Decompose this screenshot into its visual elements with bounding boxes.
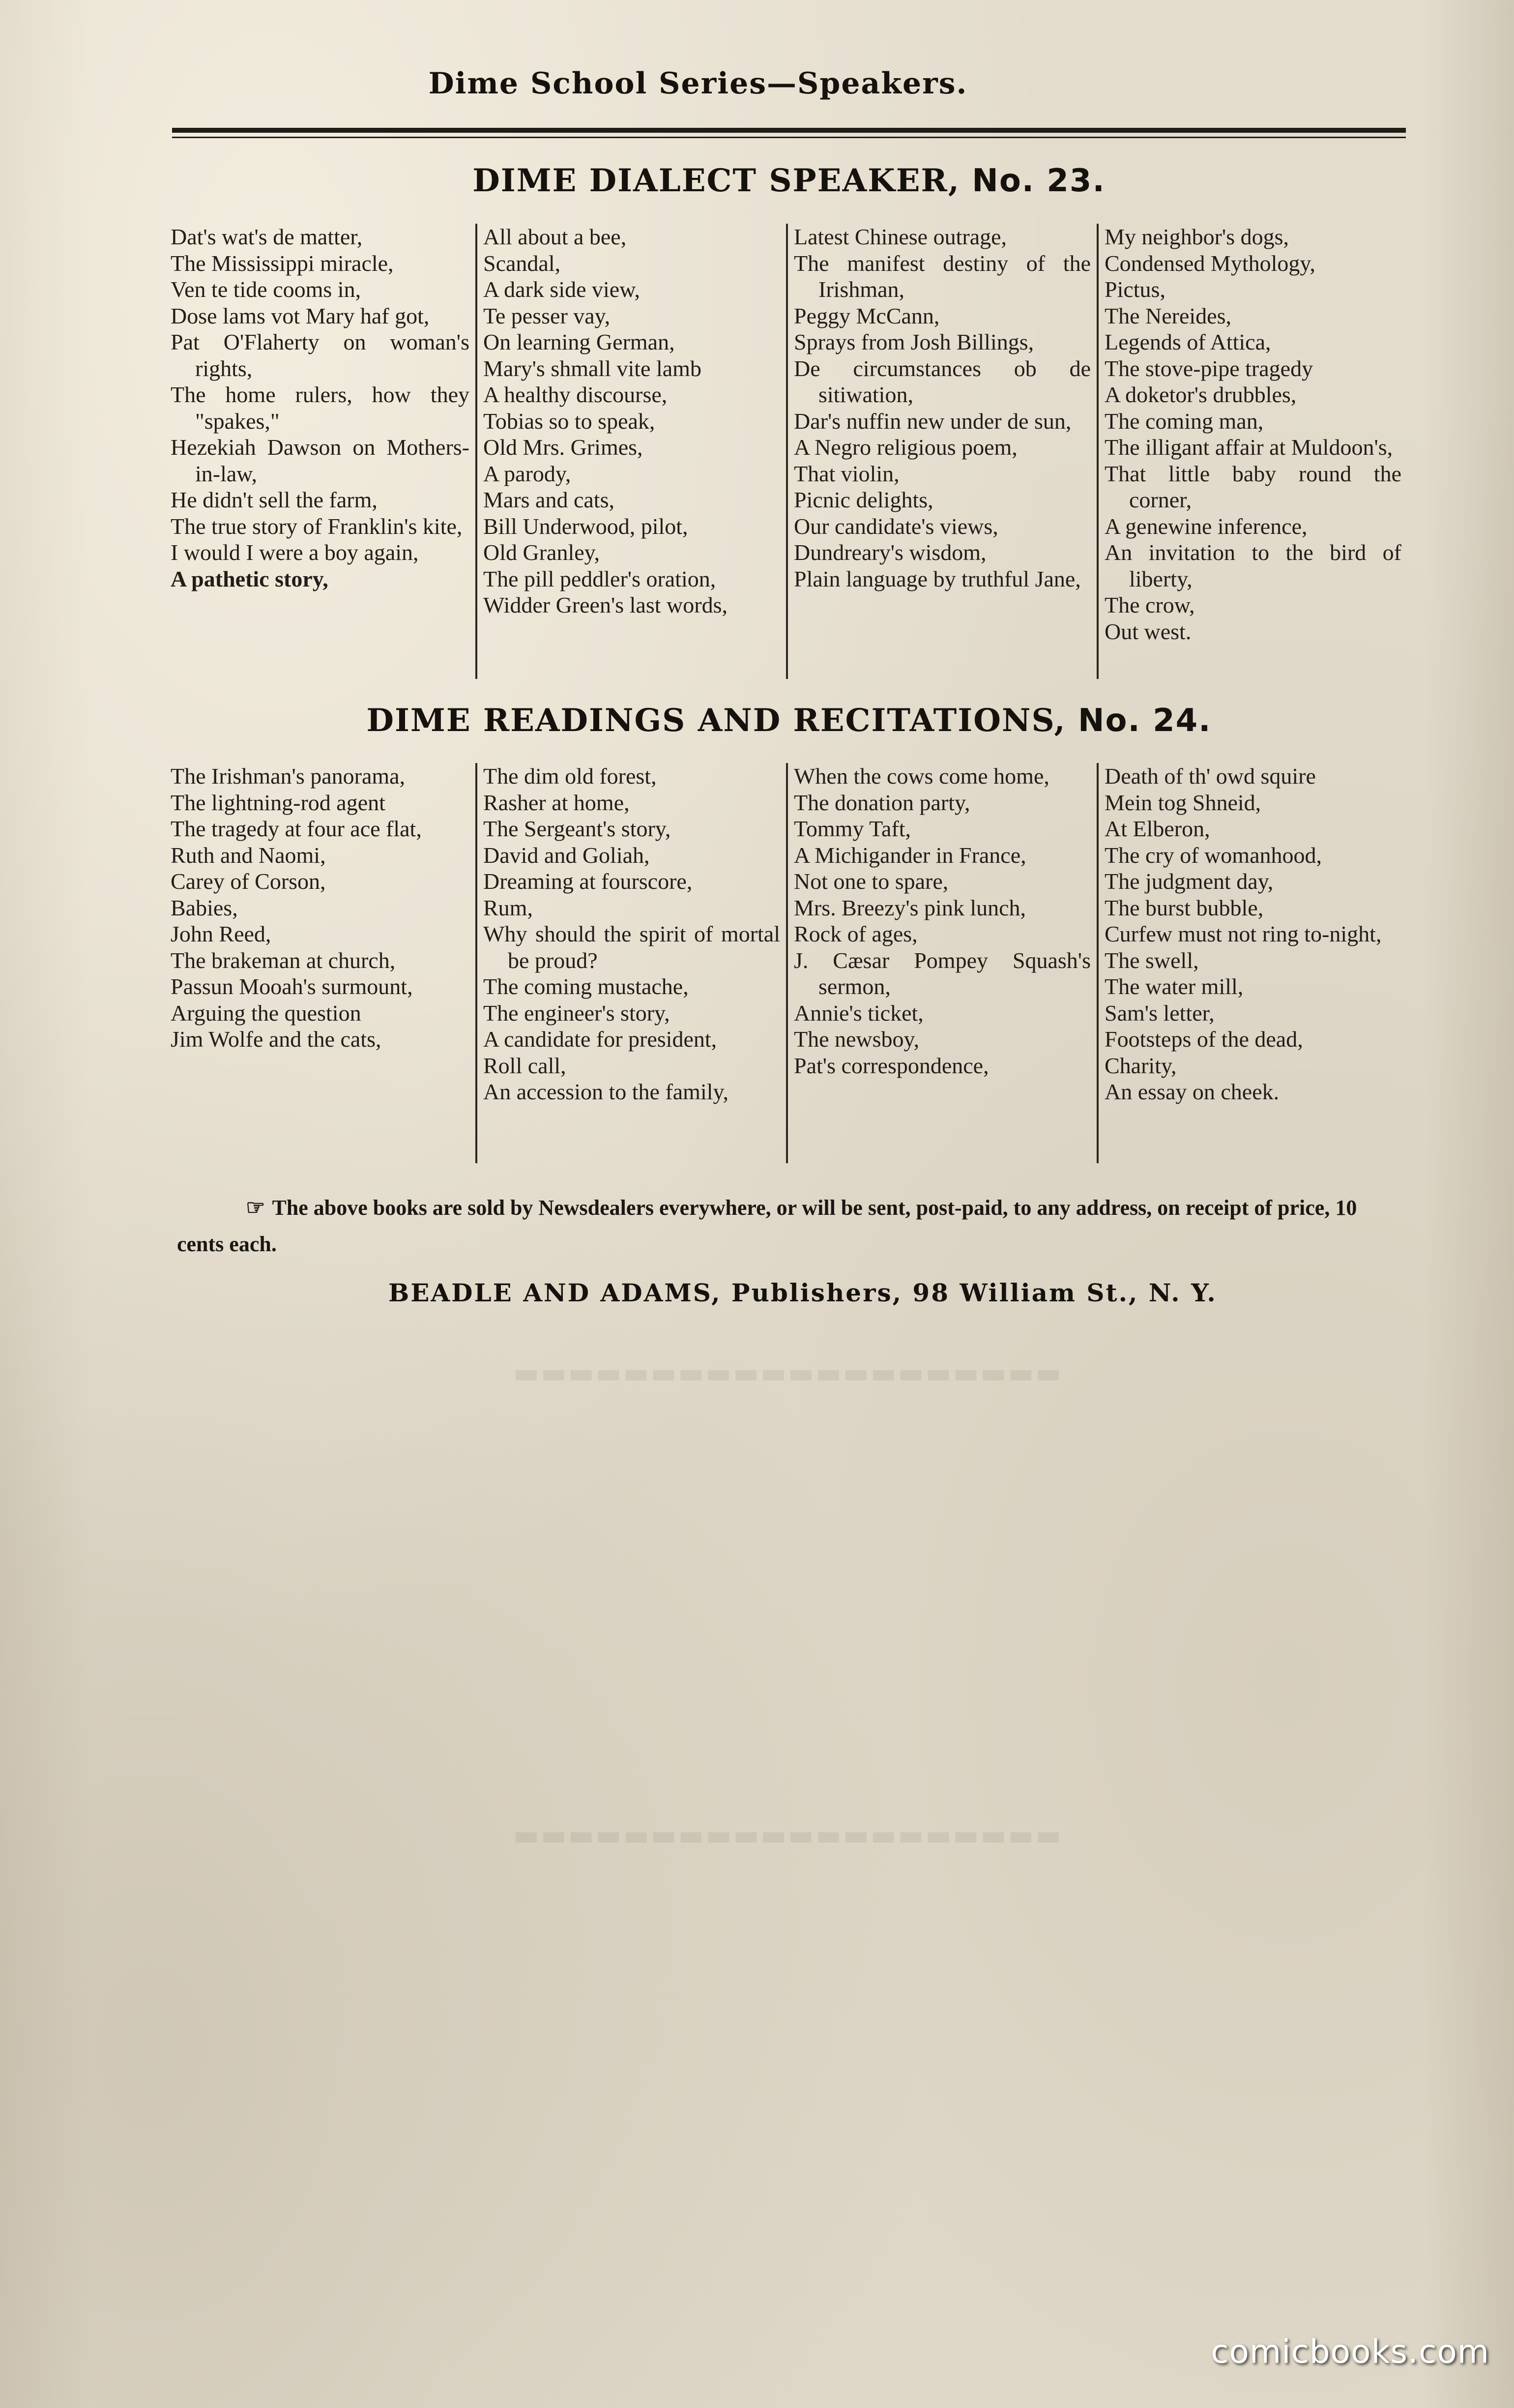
contents-entry: The donation party,: [794, 790, 970, 815]
contents-entry: Dar's nuffin new under de sun,: [794, 408, 1072, 434]
contents-entry: The swell,: [1105, 947, 1199, 973]
contents-entry: Babies,: [171, 895, 238, 920]
contents-entry: An invitation to the bird of liberty,: [1105, 540, 1401, 591]
contents-entry: Jim Wolfe and the cats,: [171, 1027, 381, 1052]
contents-entry: Hezekiah Dawson on Mothers-in-law,: [171, 435, 469, 486]
contents-entry: Rasher at home,: [483, 790, 630, 815]
contents-entry: Mrs. Breezy's pink lunch,: [794, 895, 1026, 920]
contents-grid-dialect-speaker: [165, 224, 1408, 679]
contents-entry: Mary's shmall vite lamb: [483, 355, 701, 381]
contents-entry: Dundreary's wisdom,: [794, 540, 987, 565]
contents-entry: That violin,: [794, 461, 900, 486]
contents-entry: The dim old forest,: [483, 764, 657, 789]
contents-column: [165, 224, 475, 679]
contents-entry: Legends of Attica,: [1105, 329, 1271, 354]
contents-entry: That little baby round the corner,: [1105, 461, 1401, 512]
contents-column: [165, 763, 475, 1163]
contents-entry: The tragedy at four ace flat,: [171, 816, 422, 841]
contents-entry: A pathetic story,: [171, 566, 328, 591]
section-title-text: DIME READINGS AND RECITATIONS,: [366, 702, 1066, 739]
section-title-readings-recitations: [167, 702, 1411, 739]
contents-entry: Old Mrs. Grimes,: [483, 435, 643, 460]
contents-entry: A genewine inference,: [1105, 513, 1308, 539]
contents-entry: The home rulers, how they "spakes,": [171, 382, 469, 434]
contents-entry: The coming mustache,: [483, 974, 689, 999]
contents-entry: A doketor's drubbles,: [1105, 382, 1297, 407]
contents-entry: Ven te tide cooms in,: [171, 277, 361, 302]
contents-entry: Pat's correspondence,: [794, 1053, 989, 1078]
contents-entry: Mars and cats,: [483, 487, 614, 512]
contents-entry: The brakeman at church,: [171, 947, 396, 973]
contents-entry: A Negro religious poem,: [794, 435, 1018, 460]
contents-entry: Latest Chinese outrage,: [794, 224, 1007, 249]
contents-entry: Widder Green's last words,: [483, 592, 728, 617]
section-title-dialect-speaker: [167, 162, 1411, 199]
pointing-hand-icon: ☞: [246, 1196, 265, 1220]
contents-entry: Te pesser vay,: [483, 303, 611, 328]
contents-entry: I would I were a boy again,: [171, 540, 419, 565]
contents-entry: David and Goliah,: [483, 842, 650, 868]
contents-entry: The cry of womanhood,: [1105, 842, 1322, 868]
ordering-note: [177, 1190, 1406, 1263]
contents-entry: Plain language by truthful Jane,: [794, 566, 1081, 591]
contents-column: [786, 224, 1097, 679]
contents-entry: Tobias so to speak,: [483, 408, 655, 434]
contents-entry: The illigant affair at Muldoon's,: [1105, 435, 1393, 460]
section-title-text: DIME DIALECT SPEAKER,: [472, 162, 960, 199]
section-number: No. 24.: [1077, 703, 1212, 739]
contents-entry: De circumstances ob de sitiwation,: [794, 355, 1091, 407]
contents-entry: Why should the spirit of mortal be proud?: [483, 921, 780, 973]
contents-entry: At Elberon,: [1105, 816, 1210, 841]
contents-entry: Our candidate's views,: [794, 513, 998, 539]
contents-entry: Bill Underwood, pilot,: [483, 513, 688, 539]
contents-entry: Death of th' owd squire: [1105, 764, 1316, 789]
header-rule-thick: [172, 128, 1406, 133]
contents-entry: When the cows come home,: [794, 764, 1049, 789]
contents-entry: Roll call,: [483, 1053, 566, 1078]
contents-entry: Rum,: [483, 895, 533, 920]
contents-entry: Condensed Mythology,: [1105, 250, 1315, 276]
contents-entry: Charity,: [1105, 1053, 1177, 1078]
contents-column: [1097, 763, 1407, 1163]
contents-entry: Old Granley,: [483, 540, 600, 565]
bleed-through-shadow: ▬▬▬▬▬▬▬▬▬▬▬▬▬▬▬▬▬▬▬▬: [511, 1357, 1062, 1389]
contents-entry: A healthy discourse,: [483, 382, 668, 407]
contents-entry: A parody,: [483, 461, 571, 486]
contents-entry: The judgment day,: [1105, 869, 1274, 894]
contents-entry: The water mill,: [1105, 974, 1244, 999]
ordering-note-text: The above books are sold by Newsdealers everywhere, or will be sent, post-paid, to any address, on receipt of price, 10 cents each.: [177, 1196, 1357, 1256]
contents-entry: Mein tog Shneid,: [1105, 790, 1261, 815]
contents-entry: Annie's ticket,: [794, 1000, 924, 1026]
contents-entry: An essay on cheek.: [1105, 1079, 1280, 1104]
contents-entry: Curfew must not ring to-night,: [1105, 921, 1382, 946]
contents-entry: He didn't sell the farm,: [171, 487, 378, 512]
contents-entry: A dark side view,: [483, 277, 640, 302]
contents-entry: Passun Mooah's surmount,: [171, 974, 413, 999]
contents-entry: The crow,: [1105, 592, 1195, 617]
contents-entry: The stove-pipe tragedy: [1105, 355, 1313, 381]
publisher-imprint: BEADLE AND ADAMS, Publishers, 98 William St., N. Y.: [388, 1278, 1217, 1307]
contents-entry: J. Cæsar Pompey Squash's sermon,: [794, 947, 1091, 999]
contents-entry: Sam's letter,: [1105, 1000, 1215, 1026]
contents-entry: Ruth and Naomi,: [171, 842, 326, 868]
contents-entry: Arguing the question: [171, 1000, 361, 1026]
contents-entry: Not one to spare,: [794, 869, 949, 894]
contents-column: [1097, 224, 1407, 679]
contents-entry: The Nereides,: [1105, 303, 1231, 328]
contents-entry: Dose lams vot Mary haf got,: [171, 303, 430, 328]
contents-entry: The lightning-rod agent: [171, 790, 385, 815]
contents-entry: Carey of Corson,: [171, 869, 326, 894]
contents-entry: The pill peddler's oration,: [483, 566, 716, 591]
contents-entry: The newsboy,: [794, 1027, 920, 1052]
contents-entry: Rock of ages,: [794, 921, 918, 946]
contents-entry: Pictus,: [1105, 277, 1165, 302]
contents-entry: John Reed,: [171, 921, 271, 946]
contents-entry: Peggy McCann,: [794, 303, 940, 328]
contents-entry: An accession to the family,: [483, 1079, 729, 1104]
header-rule-thin: [172, 137, 1406, 138]
contents-entry: Dat's wat's de matter,: [171, 224, 363, 249]
contents-entry: Scandal,: [483, 250, 561, 276]
contents-grid-readings-recitations: [165, 763, 1408, 1163]
contents-entry: The true story of Franklin's kite,: [171, 513, 463, 539]
contents-entry: The Irishman's panorama,: [171, 764, 406, 789]
contents-entry: Sprays from Josh Billings,: [794, 329, 1034, 354]
contents-entry: Tommy Taft,: [794, 816, 911, 841]
contents-entry: Footsteps of the dead,: [1105, 1027, 1303, 1052]
contents-entry: The manifest destiny of the Irishman,: [794, 250, 1091, 302]
contents-entry: On learning German,: [483, 329, 675, 354]
contents-entry: The Sergeant's story,: [483, 816, 671, 841]
contents-entry: The burst bubble,: [1105, 895, 1264, 920]
contents-entry: The Mississippi miracle,: [171, 250, 394, 276]
contents-entry: Out west.: [1105, 618, 1192, 644]
contents-entry: A Michigander in France,: [794, 842, 1026, 868]
contents-column: [475, 763, 786, 1163]
contents-entry: The engineer's story,: [483, 1000, 670, 1026]
contents-column: [475, 224, 786, 679]
contents-entry: A candidate for president,: [483, 1027, 717, 1052]
contents-entry: Pat O'Flaherty on woman's rights,: [171, 329, 469, 381]
bleed-through-shadow: ▬▬▬▬▬▬▬▬▬▬▬▬▬▬▬▬▬▬▬▬: [511, 1819, 1062, 1851]
site-watermark: comicbooks.com: [1211, 2333, 1489, 2371]
contents-column: [786, 763, 1097, 1163]
contents-entry: All about a bee,: [483, 224, 627, 249]
contents-entry: Dreaming at fourscore,: [483, 869, 693, 894]
section-number: No. 23.: [972, 163, 1106, 199]
contents-entry: Picnic delights,: [794, 487, 933, 512]
contents-entry: My neighbor's dogs,: [1105, 224, 1289, 249]
contents-entry: The coming man,: [1105, 408, 1264, 434]
running-head: Dime School Series—Speakers.: [428, 66, 968, 101]
